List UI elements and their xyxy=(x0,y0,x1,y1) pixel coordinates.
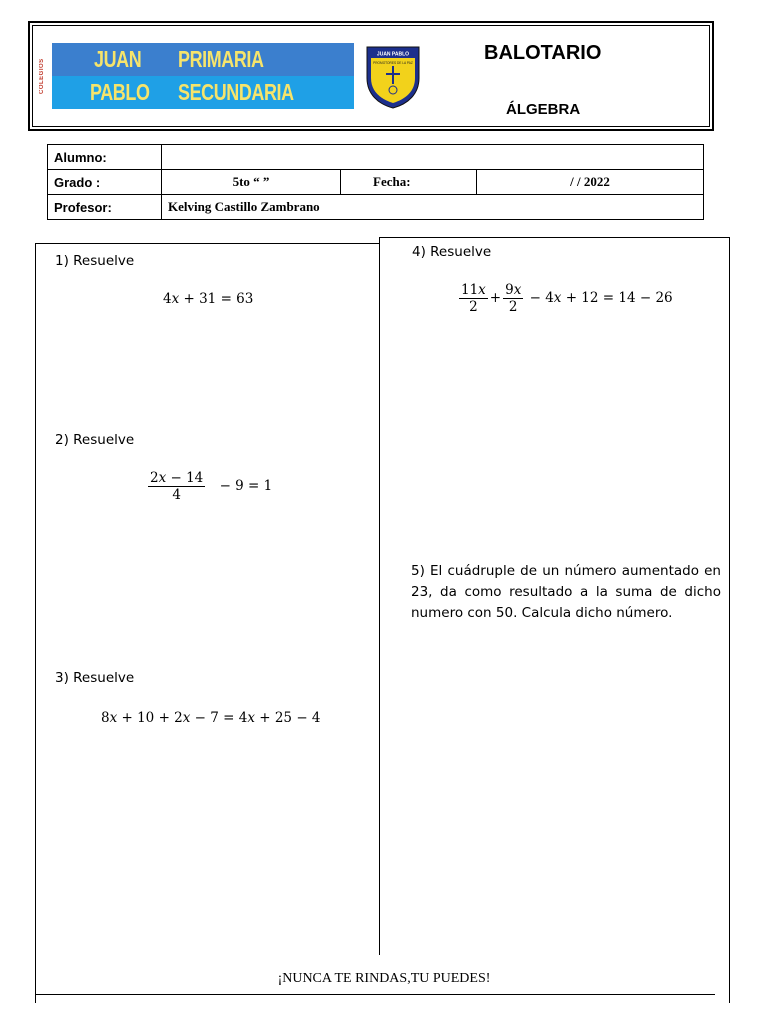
problem-2-denominator: 4 xyxy=(172,487,181,503)
problem-5-text: 5) El cuádruple de un número aumentado en 23, da como resultado a la suma de dicho numero con 50. Calcula dicho número. xyxy=(411,563,721,621)
colegios-label: COLEGIOS xyxy=(39,58,45,94)
problem-2-rest: − 9 = 1 xyxy=(219,478,273,494)
exercise-frame-top-left xyxy=(35,243,379,244)
problem-4-equation xyxy=(457,282,673,315)
problem-3-equation: 8𝑥 + 10 + 2𝑥 − 7 = 4𝑥 + 25 − 4 xyxy=(101,710,321,726)
shield-motto-text: PROMOTORES DE LA PAZ xyxy=(373,61,413,65)
profesor-field[interactable]: Kelving Castillo Zambrano xyxy=(162,195,704,220)
problem-1-label: 1) Resuelve xyxy=(55,253,135,269)
student-info-table xyxy=(47,144,704,220)
info-row-alumno xyxy=(48,145,704,170)
info-row-profesor xyxy=(48,195,704,220)
problem-2-equation xyxy=(146,470,272,503)
problem-4-denominator-2: 2 xyxy=(508,299,518,315)
fecha-label: Fecha: xyxy=(341,170,477,195)
banner-secundaria: SECUNDARIA xyxy=(178,79,294,105)
shield-name-text: JUAN PABLO xyxy=(376,51,410,58)
fecha-field[interactable]: / / 2022 xyxy=(477,170,704,195)
grado-label: Grado : xyxy=(48,170,162,195)
problem-4-fraction-2 xyxy=(503,282,523,315)
banner-row-top xyxy=(52,43,354,76)
profesor-label: Profesor: xyxy=(48,195,162,220)
problem-4-plus: + xyxy=(489,290,502,306)
column-divider xyxy=(379,237,380,955)
banner-pablo: PABLO xyxy=(90,79,150,105)
problem-3-label: 3) Resuelve xyxy=(55,670,135,686)
problem-4-numerator-1: 11𝑥 xyxy=(461,282,486,298)
problem-4-denominator-1: 2 xyxy=(469,299,478,315)
footer-motto: ¡NUNCA TE RINDAS,TU PUEDES! xyxy=(277,971,491,986)
exercise-frame-right xyxy=(729,237,730,1003)
problem-4-rest: − 4𝑥 + 12 = 14 − 26 xyxy=(529,290,673,306)
info-row-grado xyxy=(48,170,704,195)
problem-2-numerator: 2𝑥 − 14 xyxy=(150,470,204,486)
banner-primaria: PRIMARIA xyxy=(178,46,264,72)
page-subtitle: ÁLGEBRA xyxy=(506,101,581,118)
exercise-frame-left xyxy=(35,243,36,1003)
page-title: BALOTARIO xyxy=(484,42,602,64)
problem-2-label: 2) Resuelve xyxy=(55,432,135,448)
exercise-frame-top-right xyxy=(379,237,729,238)
banner-juan: JUAN xyxy=(94,46,142,72)
school-banner xyxy=(52,43,354,109)
problem-2-fraction xyxy=(148,470,205,503)
problem-4-label: 4) Resuelve xyxy=(412,244,492,260)
banner-row-bottom xyxy=(52,76,354,109)
problem-4-fraction-1 xyxy=(459,282,488,315)
alumno-label: Alumno: xyxy=(48,145,162,170)
problem-1-equation: 4𝑥 + 31 = 63 xyxy=(163,291,254,307)
school-shield-logo xyxy=(364,44,422,110)
exercise-frame-bottom xyxy=(35,994,715,995)
problem-4-numerator-2: 9𝑥 xyxy=(505,282,522,298)
alumno-field[interactable] xyxy=(162,145,704,170)
grado-field[interactable]: 5to “ ” xyxy=(162,170,341,195)
